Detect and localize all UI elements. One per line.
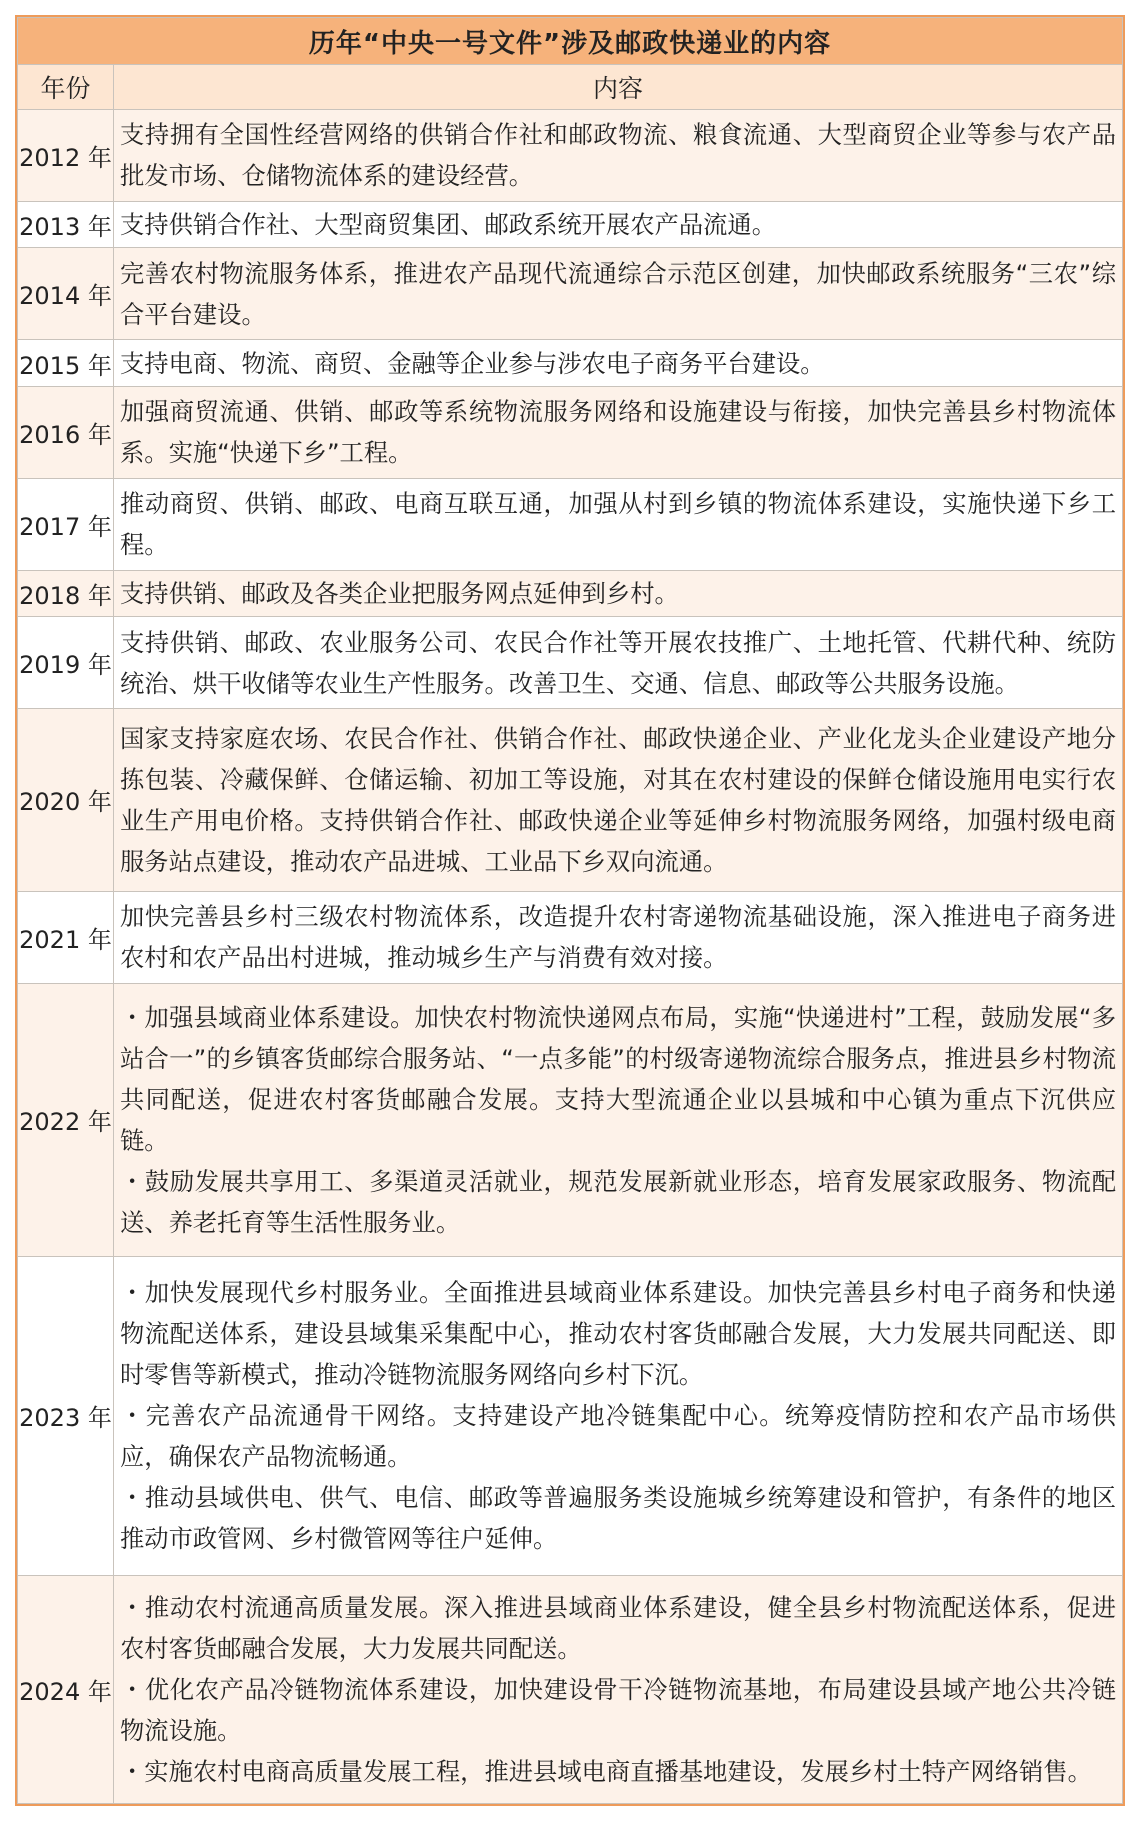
content-paragraph: ・推动县域供电、供气、电信、邮政等普遍服务类设施城乡统筹建设和管护，有条件的地区推动市政管网、乡村微管网等往户延伸。	[120, 1483, 1116, 1554]
row-year: 2022 年	[18, 983, 114, 1256]
content-paragraph: 支持电商、物流、商贸、金融等企业参与涉农电子商务平台建设。	[120, 348, 825, 378]
row-year: 2024 年	[18, 1575, 114, 1803]
row-year: 2013 年	[18, 201, 114, 248]
row-content	[114, 1256, 1123, 1575]
row-year: 2019 年	[18, 617, 114, 709]
table-row	[18, 1256, 1123, 1575]
table-body	[18, 110, 1123, 1804]
content-paragraph: 完善农村物流服务体系，推进农产品现代流通综合示范区创建，加快邮政系统服务“三农”综合平台建设。	[120, 258, 1116, 329]
row-year: 2014 年	[18, 248, 114, 340]
content-paragraph: 支持供销合作社、大型商贸集团、邮政系统开展农产品流通。	[120, 210, 777, 240]
header-content: 内容	[114, 65, 1123, 110]
content-paragraph: ・实施农村电商高质量发展工程，推进县域电商直播基地建设，发展乡村土特产网络销售。	[120, 1756, 1092, 1786]
row-content	[114, 478, 1123, 570]
row-content	[114, 983, 1123, 1256]
row-content	[114, 248, 1123, 340]
table-row	[18, 617, 1123, 709]
table-row	[18, 386, 1123, 478]
content-paragraph: 推动商贸、供销、邮政、电商互联互通，加强从村到乡镇的物流体系建设，实施快递下乡工程。	[120, 489, 1116, 560]
content-paragraph: 支持供销、邮政及各类企业把服务网点延伸到乡村。	[120, 578, 679, 608]
content-paragraph: ・优化农产品冷链物流体系建设，加快建设骨干冷链物流基地，布局建设县域产地公共冷链物流设施。	[120, 1674, 1116, 1745]
row-year: 2021 年	[18, 891, 114, 983]
row-year: 2020 年	[18, 708, 114, 891]
header-year: 年份	[18, 65, 114, 110]
content-paragraph: 支持拥有全国性经营网络的供销合作社和邮政物流、粮食流通、大型商贸企业等参与农产品批发市场、仓储物流体系的建设经营。	[120, 120, 1116, 191]
content-paragraph: ・加快发展现代乡村服务业。全面推进县域商业体系建设。加快完善县乡村电子商务和快递物流配送体系，建设县域集采集配中心，推动农村客货邮融合发展，大力发展共同配送、即时零售等新模式，推动冷链物流服务网络向乡村下沉。	[120, 1278, 1116, 1390]
content-paragraph: 加快完善县乡村三级农村物流体系，改造提升农村寄递物流基础设施，深入推进电子商务进农村和农产品出村进城，推动城乡生产与消费有效对接。	[120, 902, 1116, 973]
policy-table-frame	[15, 15, 1125, 1806]
row-content	[114, 891, 1123, 983]
policy-table	[17, 17, 1123, 1804]
row-content	[114, 570, 1123, 617]
table-row	[18, 708, 1123, 891]
row-year: 2015 年	[18, 340, 114, 387]
row-content	[114, 110, 1123, 202]
row-year: 2012 年	[18, 110, 114, 202]
row-content	[114, 386, 1123, 478]
row-content	[114, 617, 1123, 709]
row-year: 2016 年	[18, 386, 114, 478]
table-row	[18, 201, 1123, 248]
table-row	[18, 110, 1123, 202]
row-year: 2023 年	[18, 1256, 114, 1575]
row-content	[114, 201, 1123, 248]
row-content	[114, 340, 1123, 387]
row-year: 2018 年	[18, 570, 114, 617]
table-row	[18, 891, 1123, 983]
table-row	[18, 570, 1123, 617]
row-year: 2017 年	[18, 478, 114, 570]
table-row	[18, 340, 1123, 387]
table-row	[18, 248, 1123, 340]
table-row	[18, 983, 1123, 1256]
table-row	[18, 478, 1123, 570]
content-paragraph: 国家支持家庭农场、农民合作社、供销合作社、邮政快递企业、产业化龙头企业建设产地分拣包装、冷藏保鲜、仓储运输、初加工等设施，对其在农村建设的保鲜仓储设施用电实行农业生产用电价格。支持供销合作社、邮政快递企业等延伸乡村物流服务网络，加强村级电商服务站点建设，推动农产品进城、工业品下乡双向流通。	[120, 723, 1116, 876]
content-paragraph: ・推动农村流通高质量发展。深入推进县域商业体系建设，健全县乡村物流配送体系，促进农村客货邮融合发展，大力发展共同配送。	[120, 1592, 1116, 1663]
content-paragraph: ・鼓励发展共享用工、多渠道灵活就业，规范发展新就业形态，培育发展家政服务、物流配送、养老托育等生活性服务业。	[120, 1166, 1116, 1237]
content-paragraph: 支持供销、邮政、农业服务公司、农民合作社等开展农技推广、土地托管、代耕代种、统防统治、烘干收储等农业生产性服务。改善卫生、交通、信息、邮政等公共服务设施。	[120, 627, 1116, 698]
content-paragraph: ・完善农产品流通骨干网络。支持建设产地冷链集配中心。统筹疫情防控和农产品市场供应，确保农产品物流畅通。	[120, 1401, 1116, 1472]
content-paragraph: ・加强县域商业体系建设。加快农村物流快递网点布局，实施“快递进村”工程，鼓励发展“多站合一”的乡镇客货邮综合服务站、“一点多能”的村级寄递物流综合服务点，推进县乡村物流共同配送，促进农村客货邮融合发展。支持大型流通企业以县城和中心镇为重点下沉供应链。	[120, 1002, 1116, 1155]
row-content	[114, 1575, 1123, 1803]
table-title: 历年“中央一号文件”涉及邮政快递业的内容	[18, 18, 1123, 65]
row-content	[114, 708, 1123, 891]
table-row	[18, 1575, 1123, 1803]
content-paragraph: 加强商贸流通、供销、邮政等系统物流服务网络和设施建设与衔接，加快完善县乡村物流体系。实施“快递下乡”工程。	[120, 397, 1116, 468]
